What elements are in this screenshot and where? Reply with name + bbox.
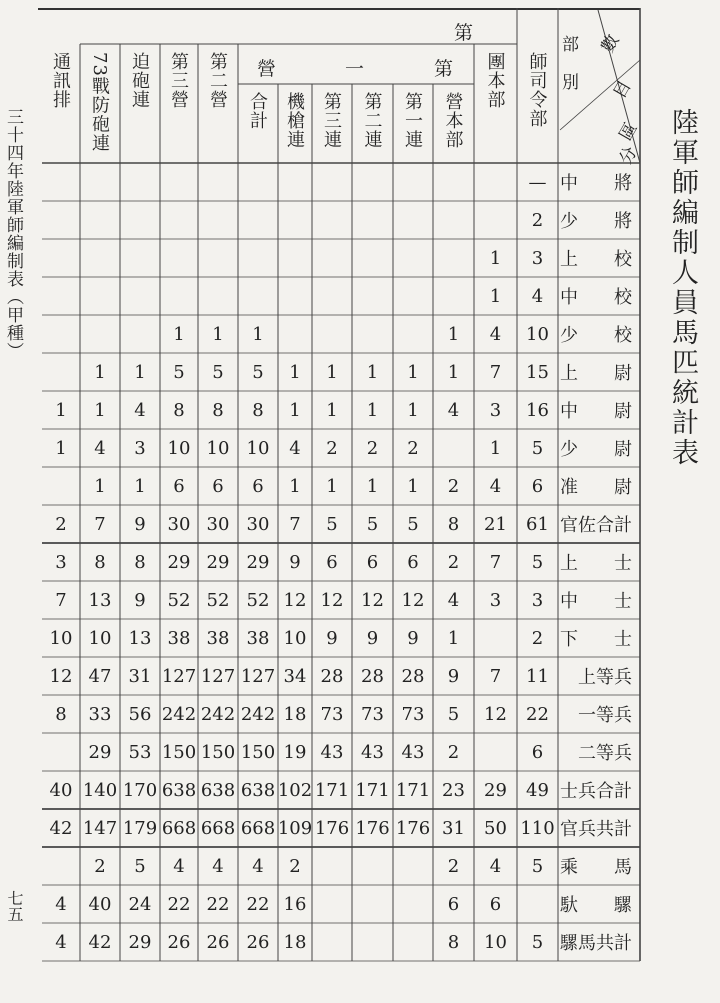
table-cell: 171 [355, 779, 390, 801]
table-cell: 4 [212, 855, 224, 877]
table-cell: 242 [200, 703, 236, 725]
table-cell: 5 [173, 361, 185, 383]
table-cell: 1 [366, 399, 379, 421]
table-cell: 53 [128, 741, 152, 763]
table-cell: 6 [326, 551, 338, 573]
table-cell: 176 [355, 817, 390, 839]
row-label: 官兵共計 [560, 819, 632, 840]
table-cell: 140 [82, 779, 118, 801]
table-cell: 7 [489, 551, 502, 573]
table-cell: 38 [246, 627, 270, 649]
table-cell: 2 [326, 437, 338, 459]
table-cell: 29 [167, 551, 191, 573]
column-header-sig: 通訊排 [50, 52, 71, 109]
table-cell: 26 [206, 931, 230, 953]
table-cell: 29 [88, 741, 112, 763]
table-cell: 638 [161, 779, 197, 801]
document-title: 陸軍師編制人員馬匹統計表 [667, 108, 698, 468]
table-cell: 5 [531, 437, 544, 459]
table-cell: 4 [134, 399, 146, 421]
table-cell: 43 [361, 741, 384, 763]
table-cell: 24 [128, 893, 152, 915]
table-cell: 9 [326, 627, 338, 649]
table-cell: — [528, 171, 547, 193]
table-cell: 47 [88, 665, 112, 687]
table-cell: 21 [484, 513, 507, 535]
table-cell: 4 [173, 855, 185, 877]
row-label: 下 士 [560, 629, 632, 650]
table-cell: 1 [447, 361, 460, 383]
table-cell: 10 [88, 627, 112, 649]
table-cell: 2 [531, 209, 544, 231]
row-label: 二等兵 [578, 743, 632, 764]
table-cell: 1 [289, 399, 301, 421]
table-cell: 38 [206, 627, 230, 649]
row-label: 上 士 [560, 553, 632, 574]
table-cell: 2 [447, 855, 460, 877]
table-cell: 10 [283, 627, 307, 649]
row-label: 上 尉 [560, 363, 632, 384]
table-cell: 127 [161, 665, 197, 687]
table-cell: 6 [531, 475, 544, 497]
table-cell: 4 [489, 475, 502, 497]
table-cell: 12 [484, 703, 507, 725]
table-cell: 6 [407, 551, 419, 573]
column-header-div_hq: 師司令部 [526, 52, 548, 128]
table-cell: 170 [122, 779, 158, 801]
row-label: 馱 騾 [560, 895, 632, 916]
table-cell: 22 [526, 703, 549, 725]
stub-header-right: 區 [615, 119, 642, 145]
table-cell: 668 [161, 817, 197, 839]
table-cell: 52 [246, 589, 270, 611]
table-cell: 7 [489, 361, 502, 383]
page-number: 七五 [5, 890, 24, 922]
table-cell: 8 [94, 551, 106, 573]
table-cell: 11 [526, 665, 549, 687]
table-cell: 12 [401, 589, 425, 611]
table-cell: 150 [200, 741, 236, 763]
table-cell: 18 [283, 703, 307, 725]
table-cell: 4 [289, 437, 301, 459]
table-cell: 638 [200, 779, 236, 801]
table-cell: 34 [283, 665, 307, 687]
column-header-co3: 第三連 [321, 92, 342, 149]
table-cell: 1 [252, 323, 264, 345]
table-cell: 19 [283, 741, 307, 763]
table-cell: 109 [277, 817, 313, 839]
row-label: 騾馬共計 [560, 933, 632, 954]
table-cell: 9 [407, 627, 419, 649]
table-cell: 6 [531, 741, 544, 763]
table-cell: 9 [134, 513, 146, 535]
table-cell: 22 [206, 893, 230, 915]
row-label: 中 將 [560, 173, 632, 194]
table-cell: 29 [246, 551, 270, 573]
table-cell: 8 [447, 513, 460, 535]
table-cell: 668 [240, 817, 276, 839]
row-label: 中 士 [560, 591, 632, 612]
table-cell: 10 [484, 931, 507, 953]
table-cell: 43 [320, 741, 344, 763]
column-header-bn3: 第三營 [168, 52, 189, 109]
table-cell: 73 [401, 703, 425, 725]
table-cell: 150 [161, 741, 197, 763]
table-cell: 7 [55, 589, 67, 611]
table-cell: 8 [55, 703, 67, 725]
table-cell: 28 [320, 665, 344, 687]
table-cell: 4 [489, 323, 502, 345]
row-label: 一等兵 [578, 705, 632, 726]
table-cell: 176 [395, 817, 431, 839]
table-cell: 2 [447, 475, 460, 497]
table-cell: 2 [407, 437, 419, 459]
table-cell: 40 [49, 779, 73, 801]
table-cell: 13 [128, 627, 152, 649]
table-cell: 12 [49, 665, 73, 687]
table-cell: 1 [447, 627, 460, 649]
table-cell: 3 [55, 551, 67, 573]
table-cell: 1 [94, 399, 106, 421]
table-cell: 10 [167, 437, 191, 459]
row-label: 少 將 [560, 211, 632, 232]
table-cell: 16 [283, 893, 307, 915]
table-cell: 10 [526, 323, 549, 345]
table-cell: 6 [366, 551, 379, 573]
row-label: 少 校 [560, 325, 632, 346]
row-label: 上等兵 [578, 667, 632, 688]
table-cell: 1 [55, 399, 67, 421]
table-cell: 4 [531, 285, 544, 307]
table-cell: 2 [94, 855, 106, 877]
row-label: 中 校 [560, 287, 632, 308]
table-cell: 26 [167, 931, 191, 953]
column-header-co2: 第二連 [361, 92, 383, 149]
table-cell: 7 [489, 665, 502, 687]
table-cell: 4 [252, 855, 264, 877]
table-cell: 6 [489, 893, 502, 915]
row-label: 少 尉 [560, 439, 632, 460]
table-cell: 1 [212, 323, 224, 345]
table-cell: 1 [407, 399, 419, 421]
table-cell: 4 [55, 931, 67, 953]
table-cell: 29 [128, 931, 152, 953]
table-cell: 56 [128, 703, 152, 725]
row-label: 准 尉 [560, 477, 632, 498]
table-cell: 1 [134, 475, 146, 497]
table-cell: 1 [326, 399, 338, 421]
table-cell: 1 [55, 437, 67, 459]
table-cell: 8 [252, 399, 264, 421]
table-cell: 8 [134, 551, 146, 573]
table-cell: 2 [289, 855, 301, 877]
stub-header-mid: 目 [609, 77, 636, 103]
table-cell: 1 [366, 475, 379, 497]
table-cell: 5 [134, 855, 146, 877]
table-cell: 1 [289, 475, 301, 497]
table-cell: 10 [206, 437, 230, 459]
table-cell: 9 [366, 627, 379, 649]
table-cell: 2 [447, 551, 460, 573]
table-cell: 31 [442, 817, 465, 839]
table-cell: 638 [240, 779, 276, 801]
column-header-mortar: 迫砲連 [129, 52, 150, 109]
table-cell: 73 [320, 703, 344, 725]
table-cell: 28 [361, 665, 384, 687]
table-cell: 179 [122, 817, 158, 839]
table-cell: 3 [134, 437, 146, 459]
table-cell: 30 [246, 513, 270, 535]
battalion-span-left: 營 [257, 58, 277, 80]
table-cell: 8 [447, 931, 460, 953]
table-cell: 4 [55, 893, 67, 915]
column-header-bn2: 第二營 [207, 52, 228, 109]
stub-header-left: 部 [562, 35, 579, 55]
table-cell: 31 [128, 665, 152, 687]
table-cell: 10 [246, 437, 270, 459]
table-cell: 8 [173, 399, 185, 421]
table-cell: 28 [401, 665, 425, 687]
table-cell: 4 [447, 589, 460, 611]
table-cell: 1 [489, 437, 502, 459]
table-cell: 5 [212, 361, 224, 383]
row-label: 上 校 [560, 249, 632, 270]
table-cell: 43 [401, 741, 425, 763]
table-cell: 3 [531, 247, 544, 269]
table-cell: 5 [366, 513, 379, 535]
stub-header-top: 數 [597, 31, 624, 57]
table-cell: 1 [447, 323, 460, 345]
stub-header-left2: 別 [562, 73, 579, 93]
table-cell: 3 [489, 589, 502, 611]
table-cell: 110 [520, 817, 555, 839]
table-cell: 5 [531, 855, 544, 877]
table-cell: 9 [289, 551, 301, 573]
table-cell: 147 [82, 817, 118, 839]
table-cell: 13 [88, 589, 112, 611]
column-header-reg_hq: 團本部 [484, 52, 506, 109]
table-cell: 6 [447, 893, 460, 915]
table-cell: 3 [489, 399, 502, 421]
table-cell: 12 [283, 589, 307, 611]
table-cell: 2 [366, 437, 379, 459]
table-cell: 127 [200, 665, 236, 687]
stub-header-right2: 分 [615, 143, 642, 169]
table-cell: 1 [173, 323, 185, 345]
table-cell: 29 [484, 779, 507, 801]
table-cell: 5 [407, 513, 419, 535]
table-cell: 16 [526, 399, 549, 421]
table-cell: 49 [526, 779, 549, 801]
table-cell: 22 [246, 893, 270, 915]
table-cell: 6 [212, 475, 224, 497]
regiment-span-header: 第 [454, 22, 474, 44]
table-cell: 102 [277, 779, 313, 801]
table-cell: 171 [395, 779, 431, 801]
table-cell: 1 [94, 475, 106, 497]
table-cell: 1 [407, 475, 419, 497]
table-cell: 30 [167, 513, 191, 535]
table-cell: 5 [531, 931, 544, 953]
table-cell: 10 [49, 627, 73, 649]
table-cell: 12 [361, 589, 384, 611]
table-cell: 42 [49, 817, 73, 839]
table-cell: 176 [314, 817, 350, 839]
table-cell: 9 [134, 589, 146, 611]
table-cell: 1 [366, 361, 379, 383]
table-cell: 1 [289, 361, 301, 383]
table-cell: 40 [88, 893, 112, 915]
table-cell: 2 [447, 741, 460, 763]
table-cell: 1 [489, 247, 502, 269]
table-cell: 5 [531, 551, 544, 573]
row-label: 士兵合計 [560, 781, 632, 802]
table-cell: 1 [407, 361, 419, 383]
column-header-mg: 機槍連 [284, 92, 305, 149]
table-cell: 4 [489, 855, 502, 877]
table-cell: 52 [206, 589, 230, 611]
table-cell: 15 [526, 361, 549, 383]
column-header-co1: 第一連 [402, 92, 423, 149]
table-cell: 242 [240, 703, 276, 725]
row-label: 官佐合計 [560, 515, 632, 536]
table-cell: 29 [206, 551, 230, 573]
table-cell: 42 [88, 931, 112, 953]
table-cell: 1 [489, 285, 502, 307]
table-cell: 1 [326, 361, 338, 383]
table-cell: 668 [200, 817, 236, 839]
table-cell: 61 [526, 513, 549, 535]
side-caption: 三十四年陸軍師編制表（甲種） [3, 108, 23, 360]
table-cell: 6 [252, 475, 264, 497]
table-cell: 150 [240, 741, 276, 763]
table-cell: 1 [134, 361, 146, 383]
row-label: 乘 馬 [560, 857, 632, 878]
table-cell: 33 [88, 703, 112, 725]
table-cell: 5 [447, 703, 460, 725]
battalion-span-right: 第 [434, 58, 454, 80]
table-cell: 7 [94, 513, 106, 535]
table-cell: 3 [531, 589, 544, 611]
table-cell: 8 [212, 399, 224, 421]
table-cell: 50 [484, 817, 507, 839]
table-cell: 4 [447, 399, 460, 421]
table-cell: 5 [326, 513, 338, 535]
table-cell: 242 [161, 703, 197, 725]
table-cell: 18 [283, 931, 307, 953]
table-cell: 23 [442, 779, 465, 801]
table-cell: 30 [206, 513, 230, 535]
table-cell: 22 [167, 893, 191, 915]
table-cell: 5 [252, 361, 264, 383]
battalion-span-mid: 一 [345, 58, 365, 80]
table-cell: 26 [246, 931, 270, 953]
table-cell: 1 [94, 361, 106, 383]
table-cell: 127 [240, 665, 276, 687]
table-cell: 4 [94, 437, 106, 459]
table-cell: 7 [289, 513, 301, 535]
column-header-bn_hq: 營本部 [442, 92, 464, 149]
table-cell: 12 [320, 589, 344, 611]
table-cell: 9 [447, 665, 460, 687]
table-cell: 1 [326, 475, 338, 497]
table-cell: 171 [314, 779, 350, 801]
table-cell: 2 [531, 627, 544, 649]
table-cell: 6 [173, 475, 185, 497]
row-label: 中 尉 [560, 401, 632, 422]
table-cell: 2 [55, 513, 67, 535]
table-cell: 38 [167, 627, 191, 649]
column-header-at: 73戰防砲連 [89, 52, 110, 153]
table-cell: 52 [167, 589, 191, 611]
column-header-sub: 合計 [247, 92, 268, 130]
table-cell: 73 [361, 703, 384, 725]
